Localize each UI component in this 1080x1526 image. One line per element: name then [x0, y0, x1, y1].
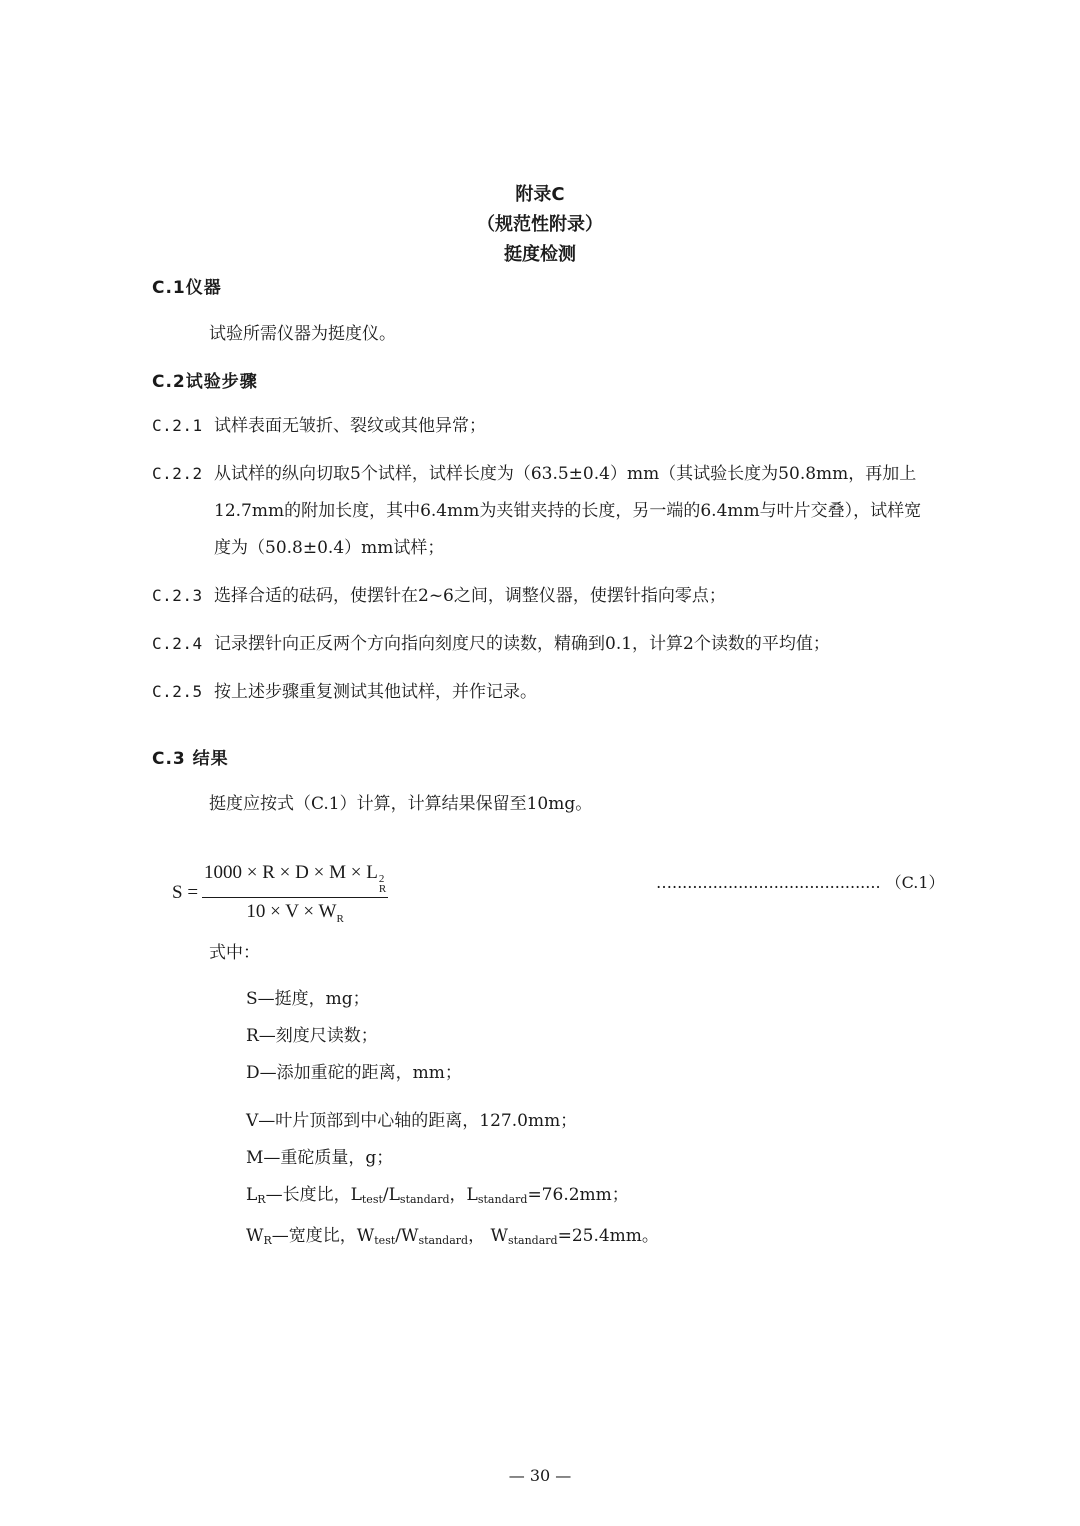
step-number: C.2.1 — [152, 416, 203, 435]
step-text-line-3: 度为（50.8±0.4）mm试样； — [214, 538, 445, 558]
step-text: 试样表面无皱折、裂纹或其他异常； — [214, 416, 486, 436]
formula-numerator — [202, 862, 388, 898]
variable-lr — [246, 1177, 659, 1218]
wr-part: —宽度比，W — [271, 1226, 375, 1246]
formula-fraction — [202, 862, 388, 925]
formula-lhs: S = — [172, 882, 199, 904]
step-c2-1 — [152, 407, 972, 445]
lr-part: =76.2mm； — [527, 1185, 629, 1205]
denominator-text: 10 × V × W — [246, 901, 337, 922]
step-c2-3 — [152, 577, 972, 615]
wr-part: =25.4mm。 — [557, 1226, 659, 1246]
variable-list-2 — [246, 1103, 659, 1259]
step-text: 选择合适的砝码，使摆针在2~6之间，调整仪器，使摆针指向零点； — [214, 586, 726, 606]
numerator-subscript: R — [378, 883, 387, 895]
step-number: C.2.5 — [152, 682, 203, 701]
appendix-subtitle: （规范性附录） — [477, 214, 603, 235]
step-number: C.2.3 — [152, 586, 203, 605]
wr-sub: standard — [418, 1234, 469, 1247]
lr-part: —长度比，L — [265, 1185, 362, 1205]
step-text: 按上述步骤重复测试其他试样，并作记录。 — [214, 682, 537, 702]
step-text-line-2: 12.7mm的附加长度，其中6.4mm为夹钳夹持的长度，另一端的6.4mm与叶片交叠），试样宽 — [214, 501, 922, 521]
variable-d: D—添加重砣的距离，mm； — [246, 1063, 462, 1083]
step-text: 记录摆针向正反两个方向指向刻度尺的读数，精确到0.1，计算2个读数的平均值； — [214, 634, 830, 654]
numerator-text: 1000 × R × D × M × L — [204, 862, 378, 883]
appendix-title-block — [0, 180, 1080, 270]
wr-sub: R — [263, 1234, 272, 1247]
lr-sub: standard — [399, 1193, 450, 1206]
step-number: C.2.2 — [152, 464, 203, 483]
appendix-name: 挺度检测 — [504, 244, 576, 265]
lr-sub: standard — [477, 1193, 528, 1206]
equation-label: …......................................... （C.1） — [656, 873, 945, 892]
section-c1-heading: C.1仪器 — [152, 278, 222, 298]
page-number: — 30 — — [508, 1466, 572, 1485]
section-c1-text: 试验所需仪器为挺度仪。 — [209, 324, 396, 344]
variable-r: R—刻度尺读数； — [246, 1026, 378, 1046]
lr-sub: test — [361, 1193, 383, 1206]
variable-wr — [246, 1218, 659, 1259]
wr-part: W — [246, 1226, 264, 1246]
variable-v: V—叶片顶部到中心轴的距离，127.0mm； — [246, 1111, 578, 1131]
stiffness-formula — [172, 862, 388, 925]
variable-s: S—挺度，mg； — [246, 989, 370, 1009]
wr-sub: standard — [507, 1234, 558, 1247]
wr-sub: test — [374, 1234, 396, 1247]
step-c2-2 — [152, 455, 972, 567]
formula-denominator — [246, 898, 343, 925]
variable-m: M—重砣质量，g； — [246, 1148, 394, 1168]
lr-part: /L — [382, 1185, 400, 1205]
section-c3-heading: C.3 结果 — [152, 749, 229, 769]
wr-part: /W — [395, 1226, 419, 1246]
step-c2-5 — [152, 673, 972, 711]
variable-list-1 — [246, 981, 462, 1092]
lr-part: ，L — [449, 1185, 478, 1205]
denominator-subscript: R — [336, 912, 344, 925]
section-c2-heading: C.2试验步骤 — [152, 372, 258, 392]
where-label: 式中： — [209, 943, 260, 963]
step-text-line-1: 从试样的纵向切取5个试样，试样长度为（63.5±0.4）mm（其试验长度为50.8mm，再加上 — [214, 464, 917, 484]
wr-part: ， W — [468, 1226, 508, 1246]
section-c3-text: 挺度应按式（C.1）计算，计算结果保留至10mg。 — [209, 794, 593, 814]
step-c2-4 — [152, 625, 972, 663]
numerator-superscript: 2 — [378, 873, 385, 885]
numerator-scripts — [379, 874, 386, 894]
appendix-title: 附录C — [515, 184, 565, 205]
lr-sub: R — [257, 1193, 266, 1206]
step-number: C.2.4 — [152, 634, 203, 653]
lr-part: L — [246, 1185, 258, 1205]
